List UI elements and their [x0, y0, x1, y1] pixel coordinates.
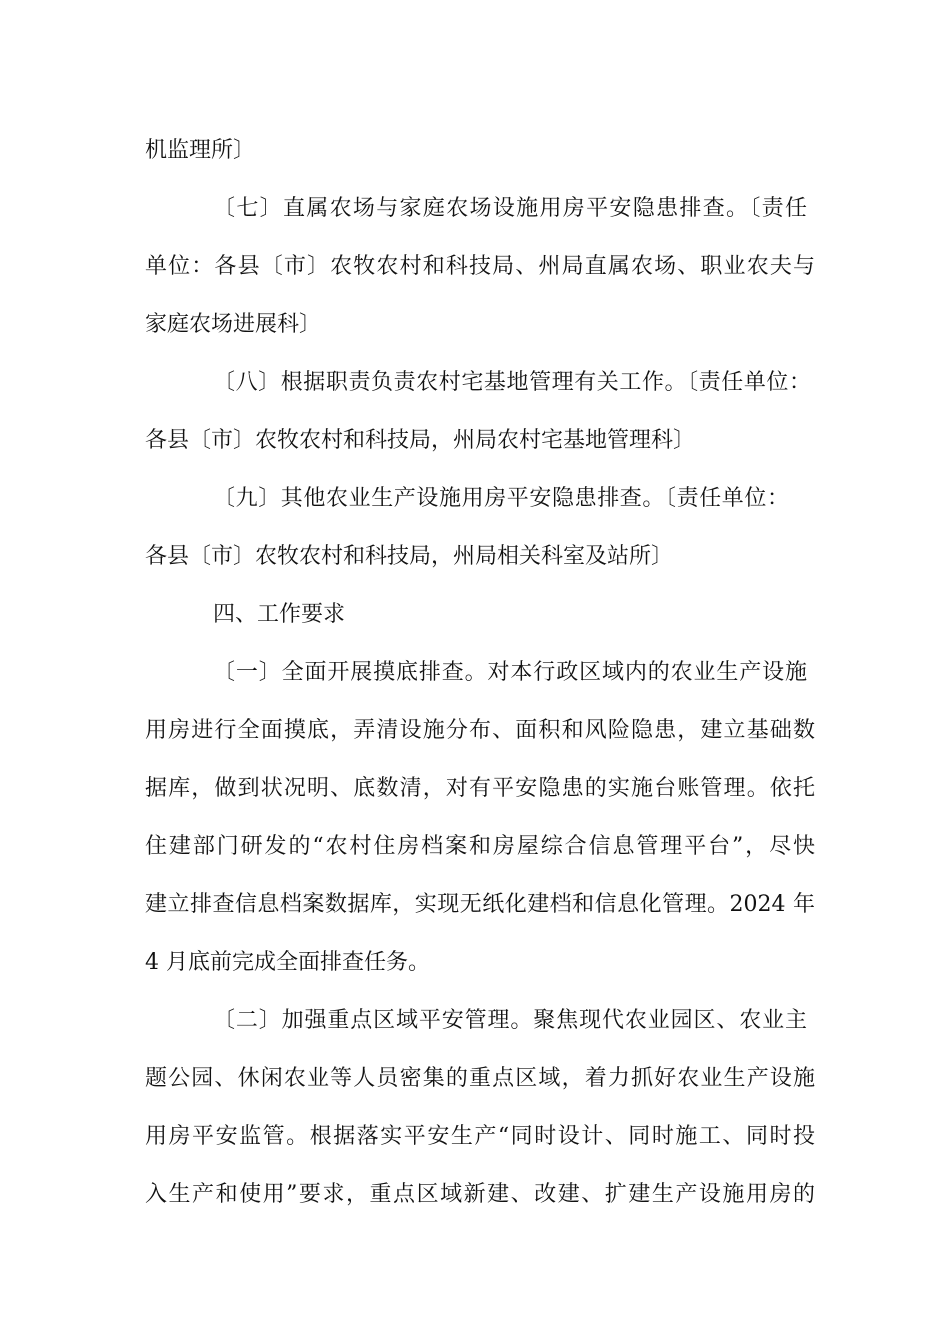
text-line: 入生产和使用”要求，重点区域新建、改建、扩建生产设施用房的: [145, 1182, 815, 1207]
text-line: 用房平安监管。根据落实平安生产“同时设计、同时施工、同时投: [145, 1124, 815, 1149]
text-line: 用房进行全面摸底，弄清设施分布、面积和风险隐患，建立基础数: [145, 718, 815, 743]
paragraph-heading-7: 〔七〕直属农场与家庭农场设施用房平安隐患排查。〔责任: [213, 196, 807, 221]
text-line: 题公园、休闲农业等人员密集的重点区域，着力抓好农业生产设施: [145, 1066, 815, 1091]
text-line: 建立排查信息档案数据库，实现无纸化建档和信息化管理。2024 年: [145, 892, 815, 917]
paragraph-heading-1: 〔一〕全面开展摸底排查。对本行政区域内的农业生产设施: [213, 660, 807, 685]
text-line: 住建部门研发的“农村住房档案和房屋综合信息管理平台”，尽快: [145, 834, 815, 859]
section-heading: 四、工作要求: [213, 602, 346, 627]
text-line: 单位：各县〔市〕农牧农村和科技局、州局直属农场、职业农夫与: [145, 254, 815, 279]
text-line: 各县〔市〕农牧农村和科技局，州局相关科室及站所〕: [145, 544, 674, 569]
text-line: 家庭农场进展科〕: [145, 312, 322, 337]
text-line: 4 月底前完成全面排查任务。: [145, 950, 430, 975]
text-line: 据库，做到状况明、底数清，对有平安隐患的实施台账管理。依托: [145, 776, 815, 801]
paragraph-heading-2: 〔二〕加强重点区域平安管理。聚焦现代农业园区、农业主: [213, 1008, 807, 1033]
text-line: 机监理所〕: [145, 138, 256, 163]
paragraph-heading-8: 〔八〕根据职责负责农村宅基地管理有关工作。〔责任单位：: [213, 370, 811, 395]
text-line: 各县〔市〕农牧农村和科技局，州局农村宅基地管理科〕: [145, 428, 696, 453]
paragraph-heading-9: 〔九〕其他农业生产设施用房平安隐患排查。〔责任单位：: [213, 486, 789, 511]
